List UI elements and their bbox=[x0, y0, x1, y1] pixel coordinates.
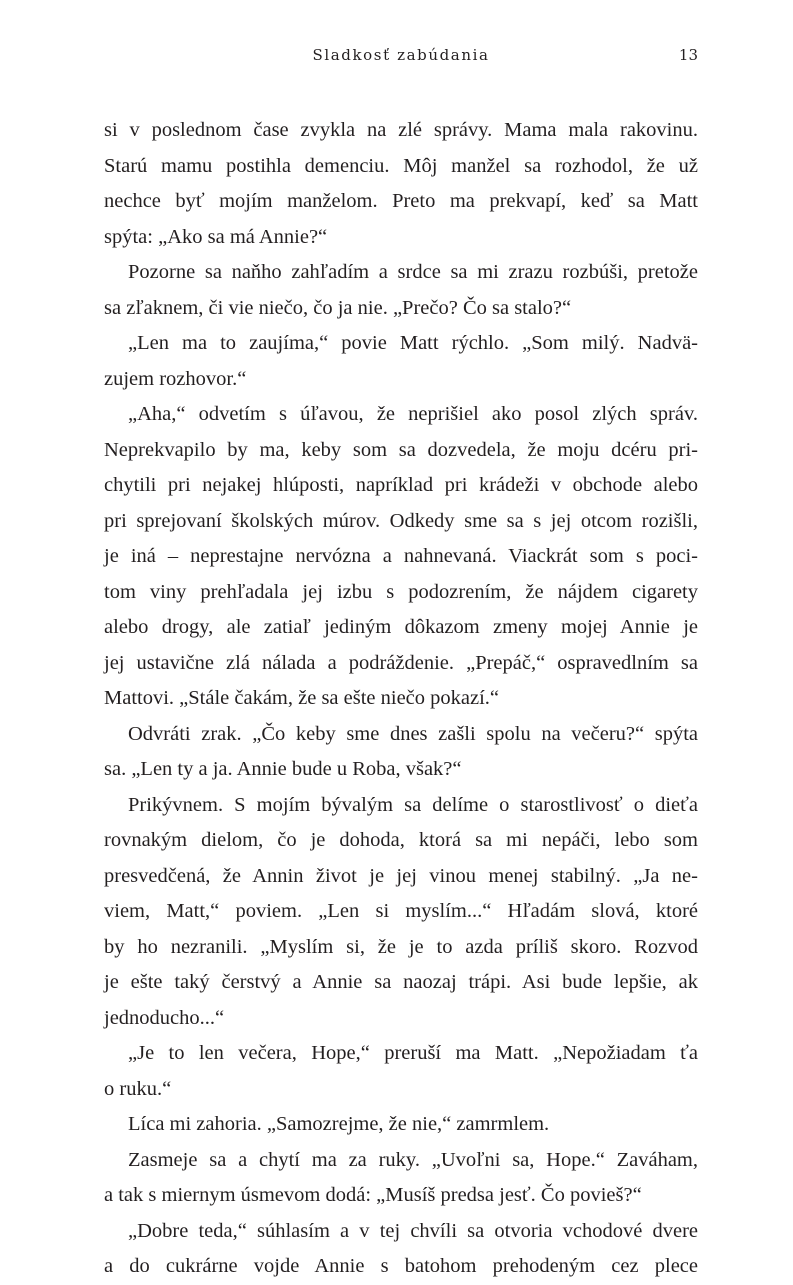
text-line: chytili pri nejakej hlúposti, napríklad pri krádeži v obchode alebo bbox=[104, 474, 698, 496]
running-head bbox=[104, 46, 698, 70]
text-line: jej ustavične zlá nálada a podráždenie. „Prepáč,“ ospravedlním sa bbox=[104, 651, 698, 674]
text-line: nechce byť mojím manželom. Preto ma prekvapí, keď sa Matt bbox=[104, 190, 698, 212]
text-line: Zasmeje sa a chytí ma za ruky. „Uvoľni sa, Hope.“ Zaváham, bbox=[128, 1148, 698, 1171]
text-line: presvedčená, že Annin život je jej vinou menej stabilný. „Ja ne- bbox=[104, 864, 698, 887]
text-line: o ruku.“ bbox=[104, 1077, 172, 1100]
text-line: „Dobre teda,“ súhlasím a v tej chvíli sa otvoria vchodové dvere bbox=[128, 1219, 698, 1242]
text-line: sa zľaknem, či vie niečo, čo ja nie. „Prečo? Čo sa stalo?“ bbox=[104, 296, 572, 319]
text-line: je iná – neprestajne nervózna a nahnevaná. Viackrát som s poci- bbox=[104, 545, 698, 567]
text-line: je ešte taký čerstvý a Annie sa naozaj trápi. Asi bude lepšie, ak bbox=[104, 971, 698, 993]
text-line: Neprekvapilo by ma, keby som sa dozvedela, že moju dcéru pri- bbox=[104, 438, 698, 461]
text-line: by ho nezranili. „Myslím si, že je to azda príliš skoro. Rozvod bbox=[104, 935, 698, 958]
text-line: „Len ma to zaujíma,“ povie Matt rýchlo. „Som milý. Nadvä- bbox=[128, 332, 698, 354]
text-line: Mattovi. „Stále čakám, že sa ešte niečo pokazí.“ bbox=[104, 687, 500, 709]
text-line: Pozorne sa naňho zahľadím a srdce sa mi zrazu rozbúši, pretože bbox=[128, 261, 698, 283]
text-line: Odvráti zrak. „Čo keby sme dnes zašli spolu na večeru?“ spýta bbox=[128, 722, 698, 745]
text-line: zujem rozhovor.“ bbox=[104, 367, 247, 390]
text-line: viem, Matt,“ poviem. „Len si myslím...“ Hľadám slová, ktoré bbox=[104, 900, 698, 922]
text-line: „Aha,“ odvetím s úľavou, že neprišiel ako posol zlých správ. bbox=[128, 403, 698, 425]
body-text bbox=[104, 113, 698, 1285]
text-line: si v poslednom čase zvykla na zlé správy. Mama mala rakovinu. bbox=[104, 119, 698, 141]
text-line: Starú mamu postihla demenciu. Môj manžel sa rozhodol, že už bbox=[104, 154, 698, 177]
running-title: Sladkosť zabúdania bbox=[312, 46, 490, 64]
page-number: 13 bbox=[678, 46, 698, 64]
text-line: a tak s miernym úsmevom dodá: „Musíš predsa jesť. Čo povieš?“ bbox=[104, 1184, 642, 1206]
text-line: Líca mi zahoria. „Samozrejme, že nie,“ zamrmlem. bbox=[128, 1113, 550, 1135]
text-line: Prikývnem. S mojím bývalým sa delíme o starostlivosť o dieťa bbox=[128, 793, 698, 816]
text-line: rovnakým dielom, čo je dohoda, ktorá sa mi nepáči, lebo som bbox=[104, 829, 698, 851]
text-line: spýta: „Ako sa má Annie?“ bbox=[104, 225, 328, 248]
text-line: a do cukrárne vojde Annie s batohom prehodeným cez plece bbox=[104, 1255, 698, 1277]
text-line: „Je to len večera, Hope,“ preruší ma Matt. „Nepožiadam ťa bbox=[128, 1042, 698, 1064]
text-line: alebo drogy, ale zatiaľ jediným dôkazom zmeny mojej Annie je bbox=[104, 616, 698, 638]
text-line: tom viny prehľadala jej izbu s podozrením, že nájdem cigarety bbox=[104, 580, 698, 603]
text-line: pri sprejovaní školských múrov. Odkedy sme sa s jej otcom rozišli, bbox=[104, 509, 698, 532]
text-line: jednoducho...“ bbox=[104, 1006, 225, 1029]
text-line: sa. „Len ty a ja. Annie bude u Roba, však?“ bbox=[104, 758, 462, 780]
